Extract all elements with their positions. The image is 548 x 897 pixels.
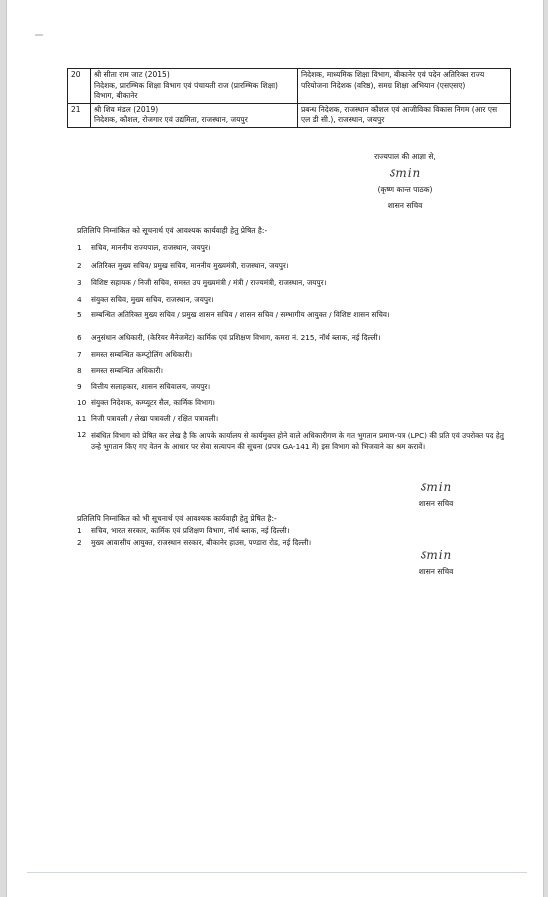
signatory-designation: शासन सचिव (418, 499, 454, 508)
signature-block-1 (357, 152, 453, 211)
new-post: प्रबन्ध निदेशक, राजस्थान कौशल एवं आजीविका विकास निगम (आर एस एल डी सी.), राजस्थान, जयपुर (298, 103, 511, 127)
signature-mark: ऽmin (419, 480, 453, 494)
copy-heading-2: प्रतिलिपि निम्नांकित को भी सूचनार्थ एवं आवश्यक कार्यवाही हेतु प्रेषित है:- (77, 514, 277, 523)
signature-block-2 (401, 478, 471, 509)
scan-speck (35, 34, 43, 36)
signature-block-3 (401, 546, 471, 577)
table-row (68, 69, 511, 104)
current-post: निदेशक, कौशल, रोजगार एवं उद्यमिता, राजस्थान, जयपुर (94, 115, 248, 124)
officer-cell (91, 69, 298, 104)
signature-mark: ऽmin (388, 166, 422, 180)
current-post: निदेशक, प्रारम्भिक शिक्षा विभाग एवं पंचायती राज (प्रारम्भिक शिक्षा) विभाग, बीकानेर (94, 80, 278, 100)
transfer-table (67, 68, 511, 128)
copy-heading-1: प्रतिलिपि निम्नांकित को सूचनार्थ एवं आवश्यक कार्यवाही हेतु प्रेषित है:- (77, 226, 268, 235)
order-line: राज्यपाल की आज्ञा से, (374, 152, 436, 161)
new-post: निदेशक, माध्यमिक शिक्षा विभाग, बीकानेर एवं पदेन अतिरिक्त राज्य परियोजना निदेशक (वरिष्ठ), समग्र शिक्षा अभियान (एसएसए) (298, 69, 511, 104)
signatory-designation: शासन सचिव (418, 567, 454, 576)
signature-mark: ऽmin (419, 548, 453, 562)
row-number: 21 (68, 103, 91, 127)
officer-cell (91, 103, 298, 127)
page-footer-line (27, 872, 527, 873)
officer-name: श्री सीता राम जाट (2015) (94, 70, 170, 79)
officer-name: श्री शिव मंडल (2019) (94, 104, 159, 114)
signatory-name: (कृष्ण कान्त पाठक) (377, 185, 433, 194)
table-row (68, 103, 511, 127)
signatory-designation: शासन सचिव (387, 201, 423, 210)
document-page: 20 श्री सीता राम जाट (2015) निदेशक, प्रारम्भिक शिक्षा विभाग एवं पंचायती राज (प्रारम्भिक शिक्षा) विभाग, बीकानेर निदेशक, माध्यमिक शिक्षा विभाग, बीकानेर एवं पदेन अतिरिक्त राज्य परियोजना निदेशक (वरिष्ठ), समग्र शिक्षा अभियान (एसएसए) 21 श्री शिव मंडल (2019) निदेशक, कौशल, रोजगार एवं उद्यमिता, राजस्थान, जयपुर प्रबन्ध निदेशक, राजस्थान कौशल एवं आजीविका विकास निगम (आर एस एल डी सी.), राजस्थान, जयपुर राज्यपाल की आज्ञा से, ऽmin (कृष्ण कान्त पाठक) शासन सचिव प्रतिलिपि निम्नांकित को सूचनार्थ एवं आवश्यक कार्यवाही हेतु प्रेषित है:- 1 सचिव, माननीय राज्यपाल, राजस्थान, जयपुर। 2 अतिरिक्त मुख्य सचिव/ प्रमुख सचिव, माननीय मुख्यमंत्री, राजस्थान, जयपुर। 3 विशिष्ट सहायक / निजी सचिव, समस्त उप मुख्यमंत्री / मंत्री / राज्यमंत्री, राजस्थान, जयपुर। 4 संयुक्त सचिव, मुख्य सचिव, राजस्थान, जयपुर। 5 सम्बन्धित अतिरिक्त मुख्य सचिव / प्रमुख शासन सचिव / शासन सचिव / सम्भागीय आयुक्त / विशिष्ट शासन सचिव। 6 अनुसंधान अधिकारी, (केरियर मैनेजमेंट) कार्मिक एवं प्रशिक्षण विभाग, कमरा नं. 215, नॉर्थ ब्लाक, नई दिल्ली। 7 समस्त सम्बन्धित कम्प्ट्रोलिंग अधिकारी। 8 समस्त सम्बन्धित अधिकारी। 9 वित्तीय सलाहकार, शासन सचिवालय, जयपुर। 10 संयुक्त निदेशक, कम्प्यूटर सैल, कार्मिक विभाग। 11 निजी पत्रावली / लेखा पत्रावली / रक्षित पत्रावली। 12 संबंधित विभाग को प्रेषित कर लेख है कि आपके कार्यालय से कार्यमुक्त होने वाले अधिकारीगण के गत भुगतान प्रमाण-पत्र (LPC) की प्रति एवं उपरोक्त पद हेतु उन्हे भुगतान किए गए वेतन के आधार पर सेवा सत्यापन की सूचना (प्रपत्र GA-141 में) इस विभाग को भिजवाने का श्रम करावें। ऽmin शासन सचिव प्रतिलिपि निम्नांकित को भी सूचनार्थ एवं आवश्यक कार्यवाही हेतु प्रेषित है:- 1 सचिव, भारत सरकार, कार्मिक एवं प्रशिक्षण विभाग, नॉर्थ ब्लाक, नई दिल्ली। 2 मुख्य आवासीय आयुक्त, राजस्थान सरकार, बीकानेर हाउस, पण्डारा रोड, नई दिल्ली। ऽmin शासन सचिव (6, 0, 544, 897)
row-number: 20 (68, 69, 91, 104)
